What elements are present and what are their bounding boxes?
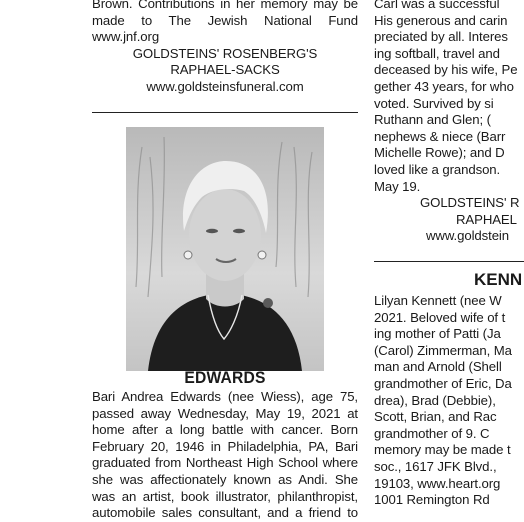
funeral-home-name: RAPHAEL [456,211,517,227]
text-line: grandmother of 9. C [374,425,490,441]
text-line: ing mother of Patti (Ja [374,326,501,342]
obituary-heading: EDWARDS [184,368,266,387]
divider [92,112,358,113]
text-line: home after a long battle with cancer. Born [92,422,358,438]
text-line: Scott, Brian, and Rac [374,409,497,425]
text-line: 1001 Remington Rd [374,492,490,508]
text-line: automobile sales consultant, and a friend to [92,505,358,521]
text-line: Michelle Rowe); and D [374,145,505,161]
text-line: Brown. Contributions in her memory may be [92,0,358,11]
text-line: preciated by all. Interes [374,29,508,45]
right-column [374,0,524,516]
left-column [92,0,358,521]
text-line: nephews & niece (Barr [374,128,506,144]
divider [374,261,524,262]
text-line: 2021. Beloved wife of t [374,309,506,325]
text-line: grandmother of Eric, Da [374,375,512,391]
text-line: His generous and carin [374,12,508,28]
text-line: May 19. [374,178,421,194]
funeral-home-name: GOLDSTEINS' ROSENBERG'S [132,45,318,61]
text-line: man and Arnold (Shell [374,359,502,375]
text-line: Lilyan Kennett (nee W [374,293,502,308]
text-line: made to The Jewish National Fund [92,12,358,28]
obituary-body [374,293,524,509]
text-line: voted. Survived by si [374,95,494,111]
funeral-home-name: RAPHAEL-SACKS [170,62,280,78]
text-line: gether 43 years, for who [374,78,514,94]
text-line: was an artist, book illustrator, philanthropist, [92,488,358,504]
text-line: drea), Brad (Debbie), [374,392,496,408]
text-line: Carl was a successful [374,0,500,11]
text-line: passed away Wednesday, May 19, 2021 at [92,405,358,421]
text-line: graduated from Northeast High School where [92,455,358,471]
text-line: soc., 1617 JFK Blvd., [374,458,497,474]
text-line: Ruthann and Glen; ( [374,112,491,128]
obituary-body [92,389,358,522]
text-line: memory may be made t [374,442,511,458]
text-line: 19103, www.heart.org [374,475,501,491]
text-line: February 20, 1946 in Philadelphia, PA, Bari [92,438,358,454]
funeral-home-url: www.goldstein [426,228,509,244]
funeral-home-name: GOLDSTEINS' R [420,195,520,211]
text-line: ing softball, travel and [374,45,500,61]
text-line: she was affectionately known as Andi. She [92,471,358,487]
text-line: loved like a grandson. [374,161,501,177]
portrait-image [126,127,324,371]
text-line: deceased by his wife, Pe [374,62,518,78]
obituary-heading: KENN [474,270,523,289]
text-line: www.jnf.org [92,29,160,45]
text-line: Bari Andrea Edwards (nee Wiess), age 75, [92,389,358,404]
obituary-photo [126,127,324,371]
text-line: (Carol) Zimmerman, Ma [374,342,512,358]
funeral-home-url: www.goldsteinsfuneral.com [146,78,304,94]
